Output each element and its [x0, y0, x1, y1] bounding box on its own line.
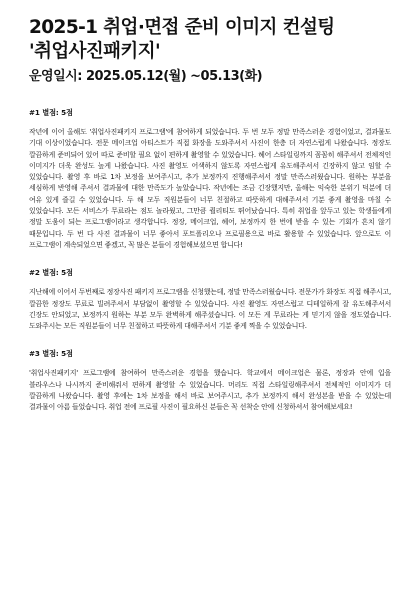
review-body-2: 지난해에 이어서 두번째로 정장사진 패키지 프로그램을 신청했는데, 정말 만족스러웠습니다. 전문가가 화장도 직접 해주시고, 깔끔한 정장도 무료로 빌려주셔서 부담없이 촬영할 수 있었습니다. 사진 촬영도 자연스럽고 디테일하게 잘 유도해주셔서 긴장도 안되었고, 보정까지 원하는 부분 모두 완벽하게 해주셨습니다. 이 모든 게 무료라는 게 믿기지 않을 정도였습니다. 도와주시는 모든 직원분들이 너무 친절하고 따뜻하게 대해주셔서 기분 좋게 찍을 수 있었습니다.: [29, 288, 391, 331]
review-title-1: #1 별점: 5점: [29, 108, 73, 117]
review-section-3: [29, 349, 391, 413]
operating-dates: 운영일시: 2025.05.12(월) ~05.13(화): [29, 69, 263, 84]
title-line-1: 2025-1 취업·면접 준비 이미지 컨설팅: [29, 17, 335, 38]
review-section-2: [29, 268, 391, 332]
review-title-2: #2 별점: 5점: [29, 268, 73, 278]
review-body-3: '취업사진패키지' 프로그램에 참여하여 만족스러운 경험을 했습니다. 학교에서 메이크업은 물론, 정장과 안에 입을 블라우스나 나시까지 준비해줘서 편하게 촬영할 수 있었습니다. 머리도 직접 스타일링해주셔서 전체적인 이미지가 더 깔끔하게 나왔습니다. 촬영 후에는 1차 보정을 해서 바로 보여주시고, 추가 보정까지 해서 완성본을 받을 수 있었는데 결과물이 아름 들었습니다. 취업 전에 프로필 사진이 필요하신 분들은 꼭 선착순 안에 신청하셔서 참여해보세요!: [29, 369, 391, 412]
review-title-3: #3 별점: 5점: [29, 349, 73, 359]
review-body-1: 작년에 이어 올해도 '취업사진패키지 프로그램'에 참여하게 되었습니다. 두 번 모두 정말 만족스러운 경험이었고, 결과물도 기대 이상이었습니다. 전문 메이크업 아티스트가 직접 화장을 도와주셔서 사진이 한층 더 자연스럽게 나왔습니다. 정장도 깔끔하게 준비되어 있어 따로 준비할 필요 없이 편하게 촬영할 수 있었습니다. 헤어 스타일링까지 꼼꼼히 해주셔서 전체적인 이미지가 더욱 완성도 높게 나왔습니다. 사진 촬영도 어색하지 않도록 자연스럽게 유도해주셔서 긴장하지 않고 임할 수 있었습니다. 촬영 후 바로 1차 보정을 보여주시고, 추가 보정까지 진행해주셔서 정말 만족스러웠습니다. 원하는 부분을 세심하게 반영해 주셔서 결과물에 대한 만족도가 높았습니다. 작년에는 조금 긴장했지만, 올해는 익숙한 분위기 덕분에 더 여유 있게 즐길 수 있었습니다. 두 해 모두 직원분들이 너무 친절하고 따뜻하게 대해주셔서 기분 좋게 촬영을 마칠 수 있었습니다. 모든 서비스가 무료라는 점도 놀라웠고, 그만큼 퀄리티도 뛰어났습니다. 특히 취업을 앞두고 있는 학생들에게 정말 도움이 되는 프로그램이라고 생각합니다. 정장, 메이크업, 헤어, 보정까지 한 번에 받을 수 있는 기회가 흔치 않기 때문입니다. 두 번 다 사진 결과물이 너무 좋아서 포트폴리오나 프로필용으로 바로 활용할 수 있었습니다. 앞으로도 이 프로그램이 계속되었으면 좋겠고, 꼭 많은 분들이 경험해보셨으면 합니다!: [29, 128, 391, 249]
title-line-2: '취업사진패키지': [29, 41, 161, 62]
review-section-1: [29, 108, 391, 251]
document-title: [29, 16, 391, 64]
